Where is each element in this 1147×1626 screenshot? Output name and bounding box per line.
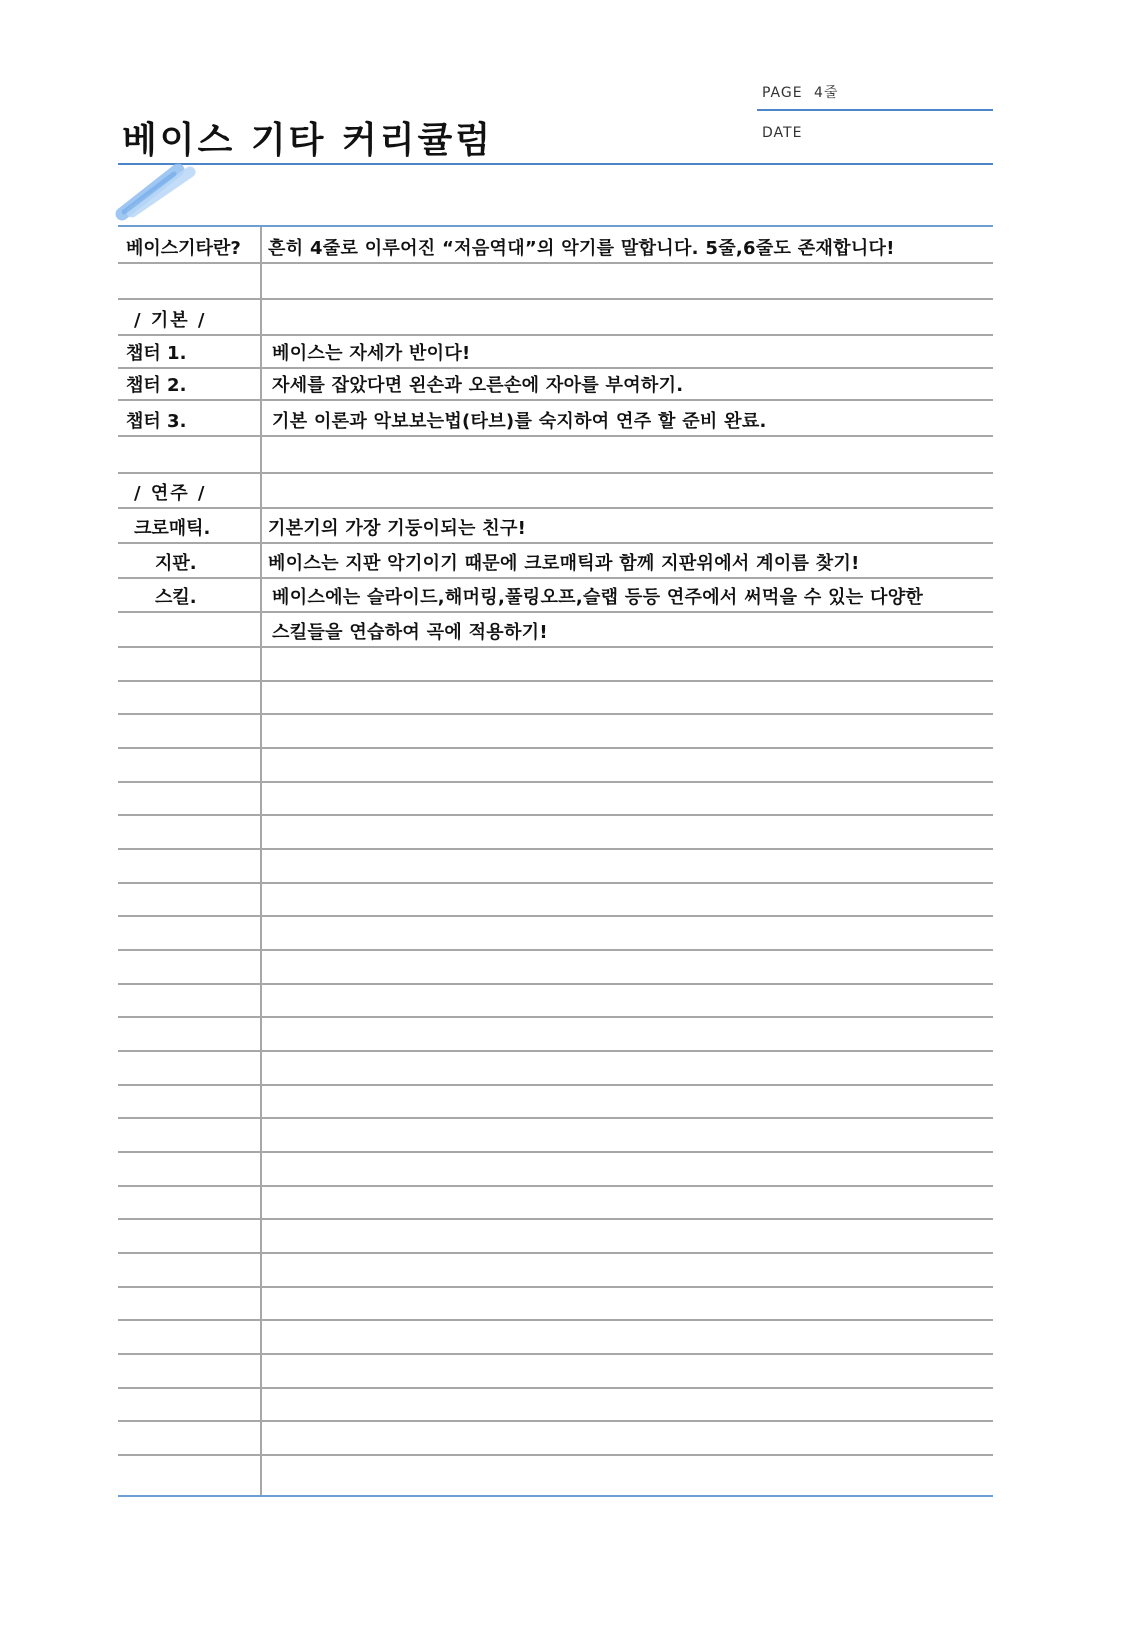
row-value — [262, 1052, 993, 1084]
row-value — [262, 749, 993, 781]
table-row — [118, 1422, 993, 1456]
table-row — [118, 474, 993, 509]
row-value: 베이스는 지판 악기이기 때문에 크로매틱과 함께 지판위에서 계이름 찾기! — [268, 553, 860, 574]
table-row — [118, 1389, 993, 1422]
table-row — [118, 1018, 993, 1052]
table-row — [118, 264, 993, 300]
table-row — [118, 1119, 993, 1153]
table-row — [118, 544, 993, 579]
row-key: 스킬. — [118, 579, 262, 611]
row-value — [262, 1389, 993, 1420]
row-key — [118, 682, 262, 713]
table-row — [118, 682, 993, 715]
row-value: 흔히 4줄로 이루어진 “저음역대”의 악기를 말합니다. 5줄,6줄도 존재합니다! — [268, 238, 895, 259]
row-value — [262, 850, 993, 882]
row-value: 기본기의 가장 기둥이되는 친구! — [268, 518, 527, 539]
row-key — [118, 1153, 262, 1185]
row-key: 베이스기타란? — [118, 227, 262, 262]
section-heading-basic: / 기본 / — [118, 300, 262, 334]
page-title: 베이스 기타 커리큘럼 — [122, 120, 494, 161]
date-label-text: DATE — [762, 125, 803, 141]
row-key — [118, 783, 262, 814]
row-value: 베이스는 자세가 반이다! — [272, 343, 471, 364]
table-row — [118, 300, 993, 336]
row-value — [262, 682, 993, 713]
row-key — [118, 648, 262, 680]
table-row — [118, 1052, 993, 1086]
row-key — [118, 1422, 262, 1454]
brush-stroke-icon — [108, 152, 208, 227]
row-key: 챕터 1. — [118, 336, 262, 367]
row-key — [118, 749, 262, 781]
row-value — [262, 1254, 993, 1286]
table-row — [118, 783, 993, 816]
row-key — [118, 1086, 262, 1117]
table-row — [118, 579, 993, 613]
row-value — [262, 648, 993, 680]
row-value: 베이스에는 슬라이드,해머링,풀링오프,슬랩 등등 연주에서 써먹을 수 있는 다양한 — [272, 587, 924, 608]
row-value: 스킬들을 연습하여 곡에 적용하기! — [272, 622, 548, 643]
row-key — [118, 1355, 262, 1387]
row-value — [262, 1422, 993, 1454]
row-key — [118, 1321, 262, 1353]
row-value — [262, 1018, 993, 1050]
table-row — [118, 1254, 993, 1288]
row-key — [118, 613, 262, 646]
table-row — [118, 917, 993, 951]
row-value: 자세를 잡았다면 왼손과 오른손에 자아를 부여하기. — [272, 375, 684, 396]
row-value — [262, 264, 993, 298]
row-key — [118, 1187, 262, 1218]
row-value — [262, 1220, 993, 1252]
row-value: 기본 이론과 악보보는법(타브)를 숙지하여 연주 할 준비 완료. — [272, 411, 767, 432]
row-value — [262, 1321, 993, 1353]
date-label — [762, 125, 802, 141]
row-value — [262, 951, 993, 983]
table-row — [118, 1288, 993, 1321]
table-row — [118, 951, 993, 985]
table-row — [118, 1187, 993, 1220]
table-row — [118, 509, 993, 544]
table-row — [118, 227, 993, 264]
table-row — [118, 884, 993, 917]
row-key — [118, 850, 262, 882]
table-row — [118, 369, 993, 401]
table-row-last — [118, 1456, 993, 1497]
table-row — [118, 1153, 993, 1187]
table-row — [118, 850, 993, 884]
table-row — [118, 1321, 993, 1355]
row-key — [118, 917, 262, 949]
row-value — [262, 816, 993, 848]
row-value — [262, 884, 993, 915]
curriculum-sheet — [118, 225, 993, 1497]
row-value — [262, 437, 993, 472]
page-label-text: PAGE — [762, 85, 803, 101]
row-key — [118, 816, 262, 848]
row-key: 챕터 2. — [118, 369, 262, 399]
row-key — [118, 1456, 262, 1495]
page-label — [762, 82, 838, 102]
row-value — [262, 300, 993, 334]
section-heading-performance: / 연주 / — [118, 474, 262, 507]
row-value — [262, 1086, 993, 1117]
row-value — [262, 1456, 993, 1495]
row-key — [118, 1254, 262, 1286]
row-key — [118, 1119, 262, 1151]
table-row — [118, 401, 993, 437]
row-key — [118, 1389, 262, 1420]
table-row — [118, 1355, 993, 1389]
row-key: 챕터 3. — [118, 401, 262, 435]
row-key — [118, 1288, 262, 1319]
row-value — [262, 985, 993, 1016]
row-key — [118, 884, 262, 915]
row-value — [262, 1153, 993, 1185]
table-row — [118, 1220, 993, 1254]
row-key: 크로매틱. — [118, 509, 262, 542]
row-key — [118, 264, 262, 298]
table-row — [118, 816, 993, 850]
table-row — [118, 1086, 993, 1119]
row-key: 지판. — [118, 544, 262, 577]
table-row — [118, 437, 993, 474]
header-rule — [118, 163, 993, 165]
table-row — [118, 715, 993, 749]
row-key — [118, 715, 262, 747]
page-value: 4줄 — [814, 85, 839, 101]
row-key — [118, 1018, 262, 1050]
row-value — [262, 1288, 993, 1319]
table-row — [118, 336, 993, 369]
row-key — [118, 1220, 262, 1252]
table-row — [118, 749, 993, 783]
table-row — [118, 648, 993, 682]
empty-rows — [118, 648, 993, 1456]
row-value — [262, 474, 993, 507]
row-value — [262, 1187, 993, 1218]
row-value — [262, 1119, 993, 1151]
row-key — [118, 437, 262, 472]
row-value — [262, 1355, 993, 1387]
row-key — [118, 1052, 262, 1084]
page-rule — [757, 109, 993, 111]
table-row — [118, 985, 993, 1018]
row-key — [118, 951, 262, 983]
row-value — [262, 715, 993, 747]
table-row — [118, 613, 993, 648]
row-key — [118, 985, 262, 1016]
row-value — [262, 917, 993, 949]
row-value — [262, 783, 993, 814]
